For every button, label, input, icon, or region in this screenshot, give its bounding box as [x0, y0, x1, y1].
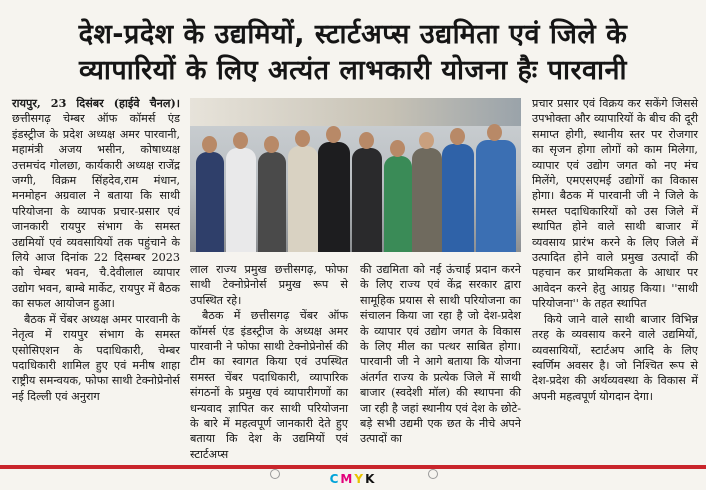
photo-person-head: [233, 132, 248, 149]
cmyk-color-bar: [330, 472, 377, 486]
paragraph: बैठक में छत्तीसगढ़ चेंबर ऑफ कॉमर्स एंड इंडस्ट्रीज के अध्यक्ष अमर पारवानी ने फोफा साथी टेक्नोप्रेनोर्स की टीम का स्वागत किया एवं उपस्थित समस्त चेंबर पदाधिकारी, व्यापारिक संगठनों के प्रमुख एवं व्यापारीगणों का धन्यवाद ज्ञापित कर साथी परियोजना के बारे में महत्वपूर्ण जानकारी देते हुए बताया कि देश के उद्यमियों एवं स्टार्टअप्स: [190, 309, 348, 461]
photo-person: [318, 142, 350, 252]
paragraph: बैठक में चेंबर अध्यक्ष अमर पारवानी के नेतृत्व में रायपुर संभाग के समस्त एसोसिएशन के पदाधिकारी, चेम्बर पदाधिकारी शामिल हुए एवं मनीष शाहा राष्ट्रीय समन्वयक, फोफा साथी टेक्नोप्रेनोर्स नई दिल्ली एवं अनुराग: [12, 312, 180, 403]
cmyk-m: M: [340, 472, 355, 486]
cmyk-c: C: [329, 472, 341, 486]
registration-mark-icon: [428, 469, 438, 479]
photo-person: [412, 148, 442, 252]
photo-person-head: [264, 136, 279, 153]
photo-person-head: [295, 130, 310, 147]
photo-person: [352, 148, 382, 252]
photo-person: [442, 144, 474, 252]
photo-person-head: [487, 124, 502, 141]
paragraph: की उद्यमिता को नई ऊंचाई प्रदान करने के लिए राज्य एवं केंद्र सरकार द्वारा सामूहिक प्रयास से साथी परियोजना का संचालन किया जा रहा है जो देश-प्रदेश के व्यापार एवं उद्योग जगत के विकास के लिए मील का पत्थर साबित होगा। पारवानी जी ने आगे बताया कि योजना अंतर्गत राज्य के प्रत्येक जिले में साथी बाजार (स्वदेशी मॉल) की स्थापना की जा रही है जहां स्थानीय एवं देश के छोटे-बड़े सभी उद्यमी एक छत के नीचे अपने उत्पादों का: [360, 263, 521, 446]
photo-backdrop-banner: [190, 98, 521, 126]
cmyk-k: K: [365, 472, 377, 486]
cmyk-y: Y: [354, 472, 366, 486]
registration-mark-icon: [270, 469, 280, 479]
photo-person-head: [419, 132, 434, 149]
photo-person-head: [326, 126, 341, 143]
photo-person: [258, 152, 286, 252]
headline-line-2: व्यापारियों के लिए अत्यंत लाभकारी योजना हैः पारवानी: [78, 55, 628, 86]
paragraph: लाल राज्य प्रमुख छत्तीसगढ़, फोफा साथी टेक्नोप्रेनोर्स प्रमुख रूप से उपस्थित रहे।: [190, 263, 348, 307]
headline-line-1: देश-प्रदेश के उद्यमियों, स्टार्टअप्स उद्यमिता एवं जिले के: [78, 19, 628, 50]
headline: [0, 18, 706, 88]
photo-person-head: [359, 132, 374, 149]
paragraph: छत्तीसगढ़ चेम्बर ऑफ कॉमर्स एंड इंडस्ट्रीज के प्रदेश अध्यक्ष अमर पारवानी, महामंत्री अजय भसीन, कोषाध्यक्ष उत्तमचंद गोलछा, कार्यकारी अध्यक्ष राजेंद्र जग्गी, विक्रम सिंहदेव,राम मंधान, मनमोहन अग्रवाल ने बताया कि साथी परियोजना के व्यापक प्रचार-प्रसार एवं जानकारी रायपुर संभाग के समस्त उद्यमियों एवं व्यवसायियों तक पहुंचाने के लिये आज दिनांक 22 दिसम्बर 2023 को चेम्बर भवन, चै.देवीलाल व्यापार उद्योग भवन, बाम्बे मार्केट, रायपुर में बैठक का सफल आयोजन हुआ।: [12, 112, 180, 311]
news-photo: [190, 98, 521, 252]
dateline: रायपुर, 23 दिसंबर (हाईवे चैनल)।: [12, 96, 180, 110]
photo-person-head: [390, 140, 405, 157]
paragraph: प्रचार प्रसार एवं विक्रय कर सकेंगे जिससे उपभोक्ता और व्यापारियों के बीच की दूरी समाप्त होगी, स्थानीय स्तर पर रोजगार का सृजन होगा लोगों को काम मिलेगा, व्यापार एवं उद्योग जगत को नए मंच मिलेंगे, एमएसएमई उद्योगों का विकास होगा। बैठक में पारवानी जी ने जिले के समस्त पदाधिकारियों को उस जिले में स्थापित होने वाले साथी बाजार में व्यवसाय प्रारंभ करने के लिए जिले में उत्पादित होने वाले प्रमुख उत्पादों की पहचान कर प्राथमिकता के आधार पर आवेदन करने हेतु आग्रह किया। ''साथी परियोजना'' के तहत स्थापित: [532, 97, 698, 311]
article-column-2: [190, 262, 348, 462]
photo-person: [476, 140, 516, 252]
photo-person: [226, 148, 256, 252]
article-column-1: [12, 96, 180, 404]
article-column-4: [532, 96, 698, 404]
photo-person: [288, 146, 318, 252]
photo-person: [384, 156, 412, 252]
paragraph: किये जाने वाले साथी बाजार विभिन्न तरह के व्यवसाय करने वाले उद्यमियों, व्यवसायियों, स्टार्टअप आदि के लिए स्वर्णिम अवसर है। जो निश्चित रूप से देश-प्रदेश की अर्थव्यवस्था के विकास में अपनी महत्वपूर्ण योगदान देगा।: [532, 312, 698, 403]
footer-rule: [0, 465, 706, 469]
photo-person-head: [450, 128, 465, 145]
photo-person: [196, 152, 224, 252]
photo-person-head: [202, 136, 217, 153]
article-column-3: [360, 262, 521, 447]
